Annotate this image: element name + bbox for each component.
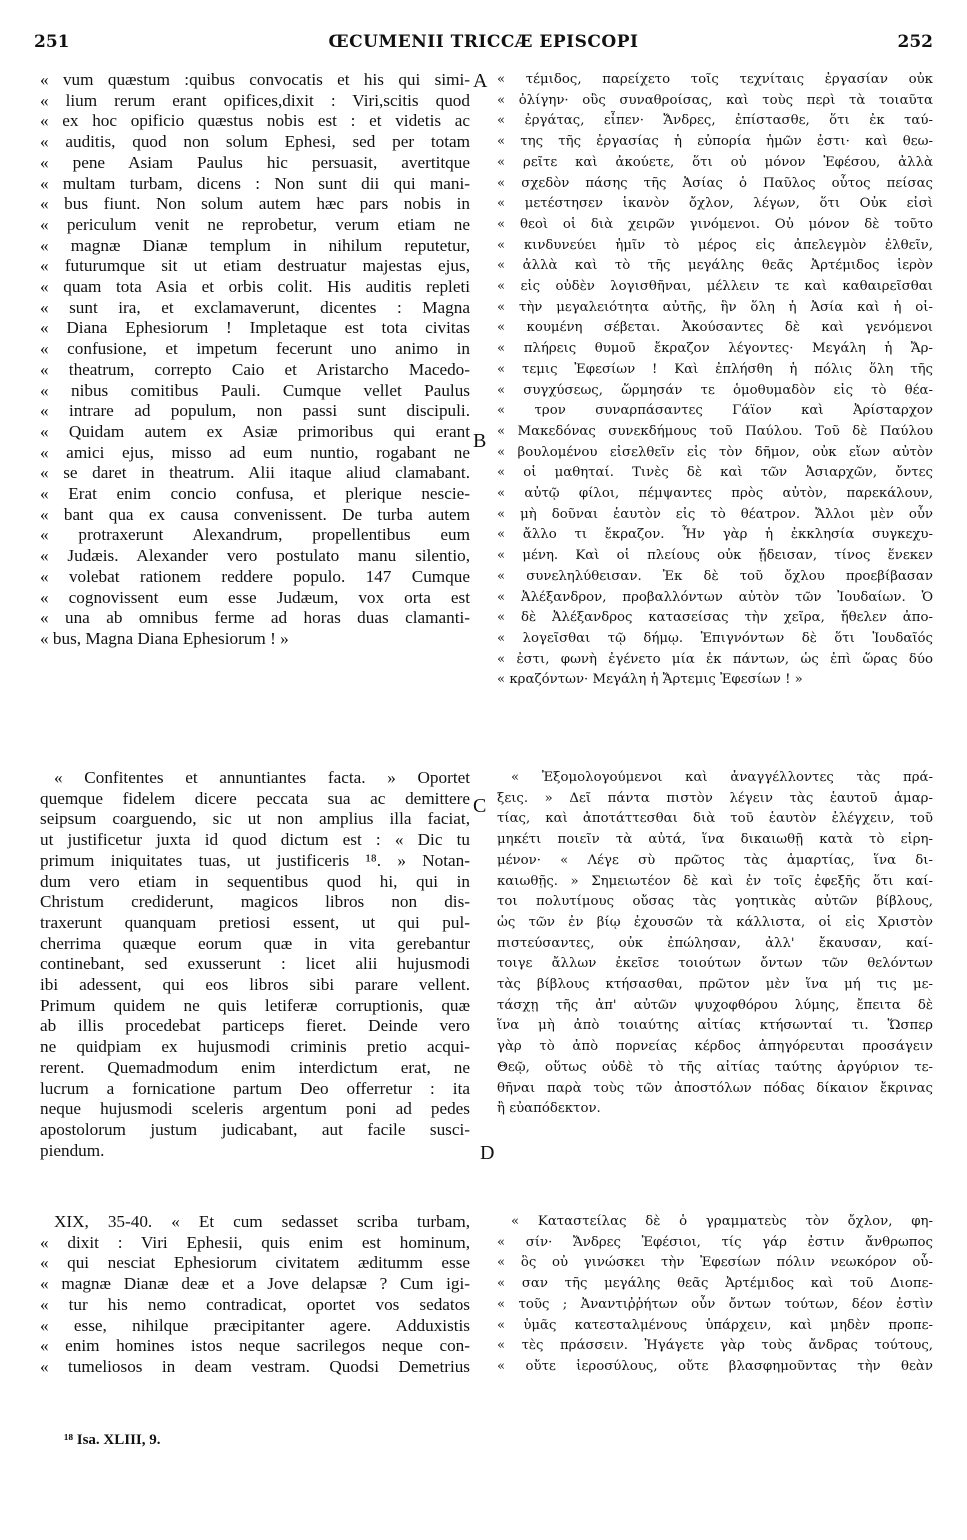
latin-col1-line: « bus, Magna Diana Ephesiorum ! » [40, 628, 289, 648]
greek-col2-line: τίας, καὶ ἀποτάττεσθαι διὰ τοῦ ἑαυτὸν ἐλέγχειν, τοῦ [497, 811, 933, 827]
greek-col2-line: ἢ εὐαπόδεκτον. [497, 1101, 601, 1117]
greek-col1-line: « τεμις Ἐφεσίων ! Καὶ ἐπλήσθη ἡ πόλις ὅλη τῆς [497, 361, 933, 377]
greek-col3-line: « ὑμᾶς κατεσταλμένους ὑπάρχειν, καὶ μηδὲν προπε- [497, 1317, 933, 1333]
greek-col1-line: « τὴν μεγαλειότητα αὐτῆς, ἣν ὅλη ἡ Ἀσία καὶ ἡ οἰ- [497, 299, 933, 315]
latin-col2-line: « Confitentes et annuntiantes facta. » Oportet [54, 768, 470, 787]
latin-col1-line: « intrare ad populum, non passi sunt discipuli. [40, 401, 470, 421]
greek-col1-line: « κουμένη σέβεται. Ἀκούσαντες δὲ καὶ γενόμενοι [497, 320, 933, 336]
latin-col3-line: XIX, 35-40. « Et cum sedasset scriba turbam, [54, 1212, 470, 1231]
footnote: ¹⁸ Isa. XLIII, 9. [64, 1432, 161, 1448]
greek-col2-line: ὡς τῶν ἐν βίῳ ἐχουσῶν τὰ κάλλιστα, οἱ εἰς Χριστὸν [497, 914, 933, 930]
greek-col2-line: θῆναι παρὰ τοὺς τῶν ἀποστόλων πόδας δίκαιον ἔκρινας [497, 1080, 933, 1096]
margin-letter-b: B [473, 430, 487, 452]
running-title: ŒCUMENII TRICCÆ EPISCOPI [328, 32, 639, 52]
greek-col2-line: καιωθῇς. » Σημειωτέον δὲ καὶ ἐν τοῖς ἐφεξῆς ὅτι καί- [497, 873, 933, 889]
latin-col1-line: « quam tota Asia et orbis colit. His auditis repleti [40, 277, 470, 297]
latin-col1-line: « theatrum, correpto Caio et Aristarcho Macedo- [40, 359, 470, 379]
latin-col1-line: « amici ejus, misso ad eum nuntio, rogabant ne [40, 442, 470, 462]
margin-letter-c: C [473, 795, 487, 817]
greek-col1-line: « συγχύσεως, ὥρμησάν τε ὁμοθυμαδὸν εἰς τὸ θέα- [497, 382, 933, 398]
greek-col2-line: ξεις. » Δεῖ πάντα πιστὸν λέγειν τὰς ἑαυτοῦ ἁμαρ- [497, 790, 933, 806]
latin-block-1 [40, 70, 470, 650]
running-header [34, 32, 933, 58]
latin-col2-line: seipsum coarguendo, sic ut non amplius illa faciat, [40, 809, 470, 829]
greek-col2-line: ἵνα μὴ ἀπὸ τοιαύτης αἰτίας κτήσωνταί τι. Ὥσπερ [497, 1018, 933, 1034]
latin-col2-line: traxerunt quanquam pretiosi essent, ut qui pul- [40, 912, 470, 932]
latin-col1-line: « periculum venit ne reprobetur, verum etiam ne [40, 214, 470, 234]
greek-col3-line: « οὔτε ἱεροσύλους, οὔτε βλασφημοῦντας τὴν θεὰν [497, 1358, 933, 1374]
page-number-left: 251 [34, 32, 70, 52]
latin-col3-line: « enim homines istos neque sacrilegos neque con- [40, 1336, 470, 1356]
latin-col2-line: lucrum a fornicatione partum Deo offerretur : ita [40, 1078, 470, 1098]
latin-col1-line: « Judæis. Alexander vero postulato manu silentio, [40, 546, 470, 566]
greek-col1-line: « δὲ Ἀλέξανδρος κατασείσας τὴν χεῖρα, ἤθελεν ἀπο- [497, 610, 933, 626]
greek-col1-line: « σχεδὸν πάσης τῆς Ἀσίας ὁ Παῦλος οὗτος πείσας [497, 175, 933, 191]
greek-col1-line: « ρεῖτε καὶ ἀκούετε, ὅτι οὐ μόνον Ἐφέσου, ἀλλὰ [497, 154, 933, 170]
latin-col3-line: « tumeliosos in deam vestram. Quodsi Demetrius [40, 1356, 470, 1376]
greek-col1-line: « ἐργάτας, εἶπεν· Ἄνδρες, ἐπίστασθε, ὅτι ἐκ ταύ- [497, 113, 933, 129]
latin-col1-line: « bus fiunt. Non solum autem hæc pars nobis in [40, 194, 470, 214]
greek-col1-line: « οἱ μαθηταί. Τινὲς δὲ καὶ τῶν Ἀσιαρχῶν, ὄντες [497, 465, 933, 481]
latin-col3-line: « qui nesciat Ephesiorum civitatem æditumm esse [40, 1253, 470, 1273]
greek-col2-line: « Ἐξομολογούμενοι καὶ ἀναγγέλλοντες τὰς πρά- [511, 770, 933, 785]
latin-block-3 [40, 1212, 470, 1378]
latin-col2-line: piendum. [40, 1140, 105, 1160]
latin-col2-line: ab illis procedebat particeps fieret. Deinde vero [40, 1016, 470, 1036]
greek-col2-line: τοι πολυτίμους οὔσας τὰς γοητικὰς αὐτῶν βίβλους, [497, 894, 933, 910]
greek-col1-line: « μὴ δοῦναι ἑαυτὸν εἰς τὸ θέατρον. Ἄλλοι μὲν οὖν [497, 506, 933, 522]
latin-col2-line: ne quidpiam ex hujusmodi criminis pretio acqui- [40, 1037, 470, 1057]
greek-col1-line: « αὐτῷ φίλοι, πέμψαντες πρὸς αὐτὸν, παρεκάλουν, [497, 486, 933, 502]
greek-col1-line: « τέμιδος, παρείχετο τοῖς τεχνίταις ἐργασίαν οὐκ [497, 72, 933, 87]
latin-col1-line: « volebat rationem reddere populo. 147 Cumque [40, 566, 470, 586]
greek-col3-line: « Καταστείλας δὲ ὁ γραμματεὺς τὸν ὄχλον, φη- [511, 1214, 933, 1229]
greek-col3-line: « τοῦς ; Ἀναντιῤῥήτων οὖν ὄντων τούτων, δέον ἐστὶν [497, 1296, 933, 1312]
latin-col2-line: cherrima quæque eorum quæ in vita gerebantur [40, 933, 470, 953]
latin-col1-line: « vum quæstum :quibus convocatis et his qui simi- [40, 70, 470, 89]
margin-letter-d: D [480, 1142, 495, 1164]
greek-col1-line: « ὀλίγην· οὓς συναθροίσας, καὶ τοὺς περὶ τὰ τοιαῦτα [497, 92, 933, 108]
latin-col1-line: « auditis, quod non solum Ephesi, sed per totam [40, 132, 470, 152]
latin-col2-line: quemque fidelem dicere peccata sua ac demittere [40, 788, 470, 808]
greek-col3-line: « τὲς πράσσειν. Ἠγάγετε γὰρ τοὺς ἄνδρας τούτους, [497, 1338, 933, 1354]
greek-col2-line: γὰρ τὸ ἀπὸ πορνείας κέρδος ἀπηγόρευται προσάγειν [497, 1039, 933, 1055]
latin-col2-line: Christum crediderunt, magicos libros non dis- [40, 892, 470, 912]
greek-col1-line: « θεοὶ οἱ διὰ χειρῶν γινόμενοι. Οὐ μόνον δὲ τοῦτο [497, 216, 933, 232]
greek-col1-line: « βουλομένου εἰσελθεῖν εἰς τὸν δῆμον, οὐκ εἴων αὐτὸν [497, 444, 933, 460]
page-number-right: 252 [897, 32, 933, 52]
latin-col1-line: « lium rerum erant opifices,dixit : Viri,scitis quod [40, 90, 470, 110]
greek-col1-line: « μένη. Καὶ οἱ πλείους οὐκ ᾔδεισαν, τίνος ἕνεκεν [497, 548, 933, 564]
greek-col2-line: πιστεύσαντες, οὐκ ἐπώλησαν, ἀλλ' ἔκαυσαν, καί- [497, 935, 933, 951]
latin-col2-line: continebant, sed exusserunt : licet alii hujusmodi [40, 954, 470, 974]
greek-col1-line: « συνεληλύθεισαν. Ἐκ δὲ τοῦ ὄχλου προεβίβασαν [497, 568, 933, 584]
latin-col2-line: ibi adessent, qui eos libros sibi parare vellent. [40, 975, 470, 995]
margin-letter-a: A [473, 70, 488, 92]
latin-col1-line: « magnæ Dianæ templum in nihilum reputetur, [40, 235, 470, 255]
latin-col1-line: « confusione, et impetum fecerunt uno animo in [40, 339, 470, 359]
greek-col1-line: « ἀλλὰ καὶ τὸ τῆς μεγάλης θεᾶς Ἀρτέμιδος ἱερὸν [497, 258, 933, 274]
latin-col2-line: primum iniquitates tuas, ut justificeris ¹⁸. » Notan- [40, 850, 470, 870]
greek-col2-line: Θεῷ, οὕτως οὐδὲ τὸ τῆς αἰτίας ταύτης ἀργύριον τε- [497, 1059, 933, 1075]
latin-col1-line: « nibus comitibus Pauli. Cumque vellet Paulus [40, 380, 470, 400]
greek-col1-line: « μετέστησεν ἱκανὸν ὄχλον, λέγων, ὅτι Οὐκ εἰσὶ [497, 196, 933, 212]
greek-col2-line: τοιγε ἄλλων ἐκεῖσε τοιούτων ὄντων τῶν θελόντων [497, 956, 933, 972]
latin-col3-line: « dixit : Viri Ephesii, quis enim est hominum, [40, 1232, 470, 1252]
greek-col3-line: « ὃς οὐ γινώσκει τὴν Ἐφεσίων πόλιν νεωκόρον οὖ- [497, 1255, 933, 1271]
latin-col1-line: « futurumque sit ut etiam destruatur majestas ejus, [40, 256, 470, 276]
greek-col1-line: « ἄλλο τι ἔκραζον. Ἦν γὰρ ἡ ἐκκλησία συγκεχυ- [497, 527, 933, 543]
greek-col1-line: « κινδυνεύει ἡμῖν τὸ μέρος εἰς ἀπελεγμὸν ἐλθεῖν, [497, 237, 933, 253]
greek-col1-line: « της τῆς ἐργασίας ἡ εὐπορία ἡμῶν ἐστι· καὶ θεω- [497, 134, 933, 150]
latin-col3-line: « magnæ Dianæ deæ et a Jove delapsæ ? Cum igi- [40, 1274, 470, 1294]
latin-col1-line: « Diana Ephesiorum ! Impletaque est tota civitas [40, 318, 470, 338]
greek-col1-line: « κραζόντων· Μεγάλη ἡ Ἄρτεμις Ἐφεσίων ! » [497, 672, 803, 688]
greek-col1-line: « Μακεδόνας συνεκδήμους τοῦ Παύλου. Τοῦ δὲ Παύλου [497, 423, 933, 439]
greek-col3-line: « σίν· Ἄνδρες Ἐφέσιοι, τίς γάρ ἐστιν ἄνθρωπος [497, 1234, 933, 1250]
greek-col1-line: « πλήρεις θυμοῦ ἔκραζον λέγοντες· Μεγάλη ἡ Ἄρ- [497, 341, 933, 357]
latin-col3-line: « esse, nihilque præcipitanter agere. Adduxistis [40, 1315, 470, 1335]
greek-block-1 [497, 70, 933, 691]
latin-col1-line: « bant qua ex causa convenissent. De turba autem [40, 504, 470, 524]
latin-col1-line: « Quidam autem ex Asiæ primoribus qui erant [40, 421, 470, 441]
latin-col1-line: « cognovissent eum esse Judæum, vox orta est [40, 587, 470, 607]
greek-col2-line: τὰς βίβλους κτήσασθαι, πρῶτον μὲν ἵνα μή τις με- [497, 977, 933, 993]
latin-col2-line: Primum quidem ne quis letiferæ corruptionis, quæ [40, 995, 470, 1015]
greek-col2-line: μηκέτι ποιεῖν τὰ αὐτά, ἵνα δικαιωθῇ κατὰ τὸ εἰρη- [497, 832, 933, 848]
greek-col1-line: « λογεῖσθαι τῷ δήμῳ. Ἐπιγνόντων δὲ ὅτι Ἰουδαῖός [497, 630, 933, 646]
greek-col1-line: « ἐστι, φωνὴ ἐγένετο μία ἐκ πάντων, ὡς ἐπὶ ὥρας δύο [497, 651, 933, 667]
latin-col2-line: rerent. Quemadmodum enim interdictum erat, ne [40, 1057, 470, 1077]
greek-col2-line: μένον· « Λέγε σὺ πρῶτος τὰς ἁμαρτίας, ἵνα δι- [497, 852, 933, 868]
latin-col2-line: ut justificetur juxta id quod dictum est : « Dic tu [40, 830, 470, 850]
latin-col1-line: « multam turbam, dicens : Non sunt dii qui mani- [40, 173, 470, 193]
latin-col3-line: « tur his nemo contradicat, oportet vos sedatos [40, 1294, 470, 1314]
greek-col3-line: « σαν τῆς μεγάλης θεᾶς Ἀρτέμιδος καὶ τοῦ Διοπε- [497, 1276, 933, 1292]
latin-col2-line: apostolorum justum judicabant, aut facile susci- [40, 1119, 470, 1139]
latin-col1-line: « Erat enim concio confusa, et plerique nescie- [40, 484, 470, 504]
greek-col1-line: « τρον συναρπάσαντες Γάϊον καὶ Ἀρίσταρχον [497, 403, 933, 419]
latin-block-2 [40, 768, 470, 1161]
greek-col1-line: « Ἀλέξανδρον, προβαλλόντων αὐτὸν τῶν Ἰουδαίων. Ὁ [497, 589, 933, 605]
latin-col1-line: « ex hoc opificio quæstus nobis est : et videtis ac [40, 111, 470, 131]
latin-col1-line: « protraxerunt Alexandrum, propellentibus eum [40, 525, 470, 545]
latin-col1-line: « sunt ira, et exclamaverunt, dicentes : Magna [40, 297, 470, 317]
latin-col2-line: dum vero etiam in sequentibus quod hi, qui in [40, 871, 470, 891]
latin-col1-line: « se daret in theatrum. Alii itaque aliud clamabant. [40, 463, 470, 483]
greek-col2-line: τάσχῃ τῆς ἀπ' αὐτῶν ψυχοφθόρου λύμης, ἔπειτα δὲ [497, 997, 933, 1013]
greek-col1-line: « εἰς οὐδὲν λογισθῆναι, μέλλειν τε καὶ καθαιρεῖσθαι [497, 279, 933, 295]
greek-block-3 [497, 1212, 933, 1378]
latin-col1-line: « pene Asiam Paulus hic persuasit, avertitque [40, 152, 470, 172]
latin-col1-line: « una ab omnibus ferme ad horas duas clamanti- [40, 608, 470, 628]
greek-block-2 [497, 768, 933, 1120]
latin-col2-line: neque hujusmodi sceleris argentum poni ad pedes [40, 1099, 470, 1119]
